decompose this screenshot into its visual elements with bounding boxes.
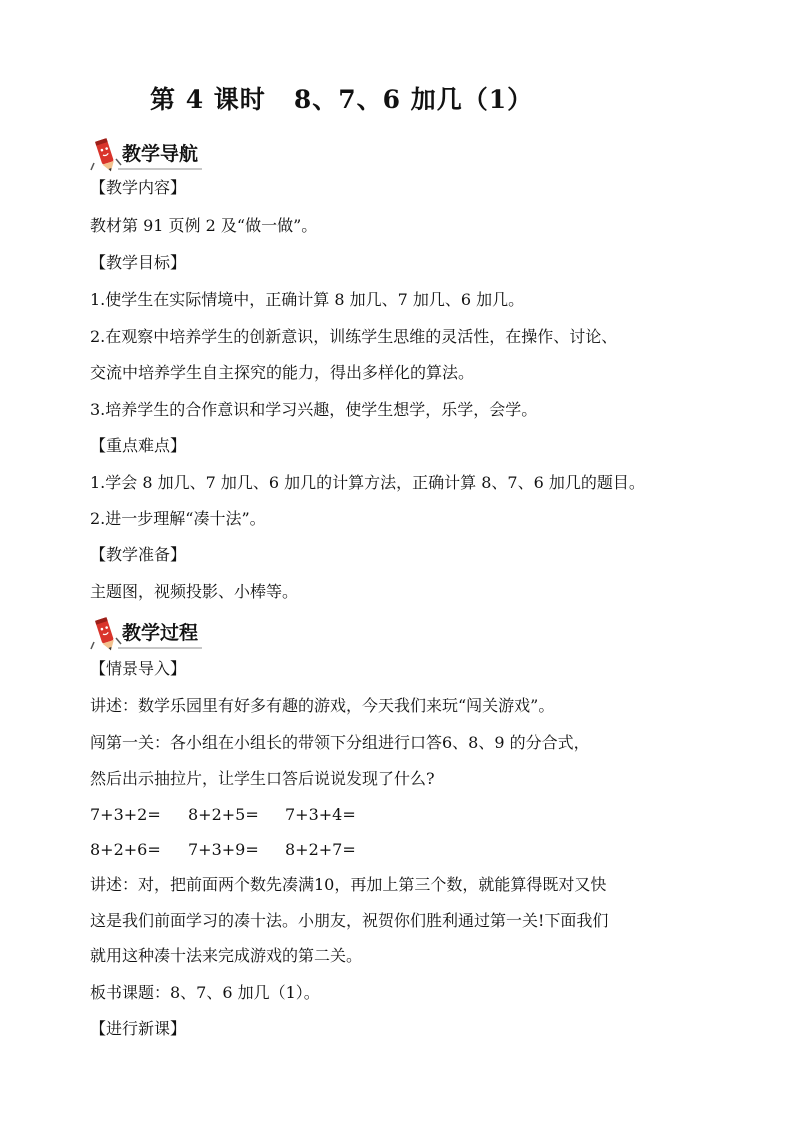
heading-preparation: 【教学准备】 bbox=[90, 545, 187, 564]
equation: 8+2+5= bbox=[188, 805, 259, 824]
section-title-process: 教学过程 bbox=[118, 618, 202, 649]
equation: 7+3+2= bbox=[90, 805, 161, 824]
board-topic: 板书课题：8、7、6 加几（1）。 bbox=[90, 983, 320, 1002]
lesson-topic: 8、7、6 加几（1） bbox=[293, 85, 534, 114]
goal-2-line-1: 2.在观察中培养学生的创新意识，训练学生思维的灵活性，在操作、讨论、 bbox=[90, 327, 618, 346]
goal-3: 3.培养学生的合作意识和学习兴趣，使学生想学，乐学，会学。 bbox=[90, 400, 538, 419]
goal-2-line-2: 交流中培养学生自主探究的能力，得出多样化的算法。 bbox=[90, 363, 475, 382]
content-text: 教材第 91 页例 2 及“做一做”。 bbox=[90, 216, 318, 235]
explain-line-3: 就用这种凑十法来完成游戏的第二关。 bbox=[90, 946, 363, 965]
section-header-process bbox=[90, 612, 212, 652]
heading-intro: 【情景导入】 bbox=[90, 659, 187, 678]
intro-line-1: 讲述：数学乐园里有好多有趣的游戏，今天我们来玩“闯关游戏”。 bbox=[90, 696, 555, 715]
equation: 8+2+6= bbox=[90, 840, 161, 859]
explain-line-2: 这是我们前面学习的凑十法。小朋友，祝贺你们胜利通过第一关!下面我们 bbox=[90, 911, 609, 930]
explain-line-1: 讲述：对，把前面两个数先凑满10，再加上第三个数，就能算得既对又快 bbox=[90, 875, 607, 894]
equation: 8+2+7= bbox=[285, 840, 356, 859]
heading-goals: 【教学目标】 bbox=[90, 253, 187, 272]
equation: 7+3+9= bbox=[188, 840, 259, 859]
lesson-number: 第 4 课时 bbox=[150, 85, 266, 114]
heading-new-lesson: 【进行新课】 bbox=[90, 1019, 187, 1038]
preparation-text: 主题图，视频投影、小棒等。 bbox=[90, 582, 299, 601]
intro-line-3: 然后出示抽拉片，让学生口答后说说发现了什么? bbox=[90, 769, 435, 788]
equation: 7+3+4= bbox=[285, 805, 356, 824]
goal-1: 1.使学生在实际情境中，正确计算 8 加几、7 加几、6 加几。 bbox=[90, 290, 525, 309]
intro-line-2: 闯第一关：各小组在小组长的带领下分组进行口答6、8、9 的分合式， bbox=[90, 733, 590, 752]
heading-key-points: 【重点难点】 bbox=[90, 436, 187, 455]
section-title-nav: 教学导航 bbox=[118, 139, 202, 170]
section-header-nav bbox=[90, 133, 212, 173]
key-point-2: 2.进一步理解“凑十法”。 bbox=[90, 509, 266, 528]
lesson-title bbox=[150, 80, 533, 116]
heading-content: 【教学内容】 bbox=[90, 178, 187, 197]
key-point-1: 1.学会 8 加几、7 加几、6 加几的计算方法，正确计算 8、7、6 加几的题目。 bbox=[90, 473, 645, 492]
